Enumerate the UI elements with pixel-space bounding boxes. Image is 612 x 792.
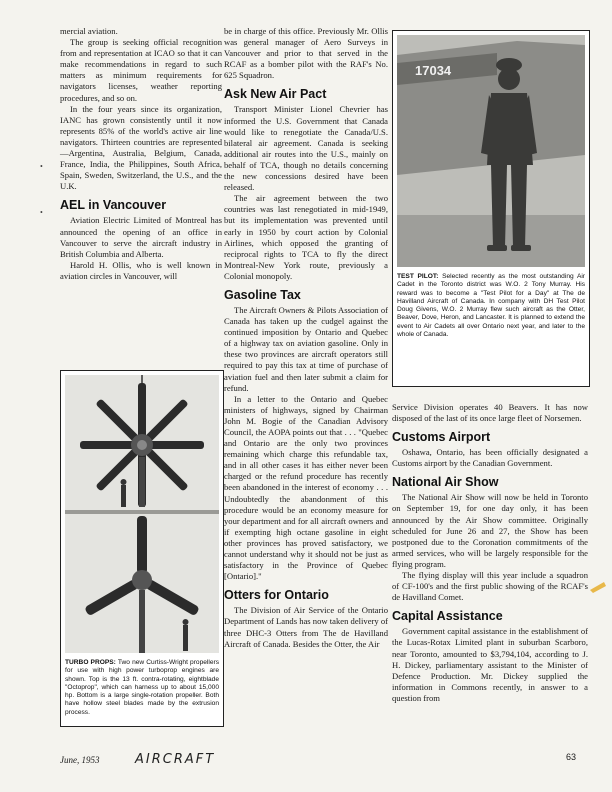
heading-gasoline-tax: Gasoline Tax: [224, 287, 301, 302]
propeller-photo: [65, 375, 219, 653]
aircraft-and-pilot-illustration: [397, 35, 585, 267]
paragraph: Transport Minister Lionel Chevrier has informed the U.S. Government that Canada would like to renegotiate the Canada/U.S. bilateral air agreement. Canada is seeking additional air routes into the U.S., mainly on behalf of TCA, though no details concerning the new concessions desired have been released.: [224, 104, 388, 193]
column-middle: [224, 26, 388, 650]
propeller-illustration: [65, 375, 219, 653]
paragraph: In the four years since its organization, IANC has grown consistently until it now represents 85% of the world's active air line navigators. Thirteen countries are represented—Argentina, Australia, Belgium, Canada, France, India, the Philippines, South Africa, Spain, Sweden, Switzerland, the U.S., and the U.K.: [60, 103, 222, 192]
paragraph: The air agreement between the two countries was last renegotiated in mid-1949, but its implementation was prevented until early in 1950 by court action by Colonial Airlines, which opposed the granting of reciprocal rights to TCA to fly the direct Montreal-New York route, previously a Colonial monopoly.: [224, 193, 388, 281]
heading-customs-airport: Customs Airport: [392, 430, 491, 445]
paragraph: Oshawa, Ontario, has been officially designated a Customs airport by the Canadian Government.: [392, 447, 588, 469]
heading-otters-ontario: Otters for Ontario: [224, 588, 329, 603]
tail-number: 17034: [415, 63, 452, 78]
test-pilot-photo: [397, 35, 585, 267]
paragraph: The Division of Air Service of the Ontario Department of Lands has now taken delivery of three DHC-3 Otters from The de Havilland Aircraft of Canada. Besides the Otter, the Air: [224, 605, 388, 649]
paragraph: mercial aviation.: [60, 26, 118, 36]
paragraph: Harold H. Ollis, who is well known in aviation circles in Vancouver, will: [60, 259, 222, 281]
test-pilot-caption: [397, 273, 585, 339]
column-left: [60, 26, 222, 282]
caption-text: Selected recently as the most outstanding Air Cadet in the Toronto district was W.O. 2 Tony Murray. His reward was to become a "Test Pilot for a Day" at The de Havilland Aircraft of Canada. In company with DH Test Pilot Doug Givens, W.O. 2 Murray flew such aircraft as the Otter, Beaver, Dove, Heron, and Lancaster. It is planned to extend the event to Air Cadets all over Ontario next year, and later to the whole of Canada.: [397, 273, 586, 339]
page-number: 63: [566, 752, 577, 762]
paragraph: Aviation Electric Limited of Montreal has announced the opening of an office in Vancouver to serve the aircraft industry in British Columbia and Alberta.: [60, 215, 222, 259]
paragraph: Service Division operates 40 Beavers. It has now disposed of the last of its once large fleet of Norsemen.: [392, 402, 588, 424]
heading-national-air-show: National Air Show: [392, 475, 499, 490]
margin-mark: •: [40, 162, 43, 171]
margin-mark: •: [40, 208, 43, 217]
caption-lead: TEST PILOT:: [397, 273, 439, 280]
paragraph: be in charge of this office. Previously Mr. Ollis was general manager of Aero Surveys in Vancouver and prior to that served in the RCAF as a bomber pilot with the RAF's No. 625 Squadron.: [224, 26, 388, 81]
caption-lead: TURBO PROPS:: [65, 659, 116, 666]
caption-text: Two new Curtiss-Wright propellers for use with high power turboprop engines are shown. Top is the 13 ft. contra-rotating, eightblade "Octoprop", which can harness up to about 15,000 hp. Bottom is a large single-rotation propeller. Both have hollow steel blades made by the extrusion process.: [65, 659, 220, 716]
propeller-caption: [65, 659, 219, 717]
paragraph: The group is seeking official recognition from and representation at ICAO so that it can make recommendations in regard to such matters as minimum requirements for navigators licenses, weather reporting procedures, and so on.: [60, 37, 222, 103]
paragraph: Government capital assistance in the establishment of the Lucas-Rotax Limited plant in suburban Scarboro, near Toronto, amounted to $3,794,104, according to J. H. Dickey, parliamentary assistant to the Minister of Defence Production. Mr. Dickey supplied the information in Commons recently, in answer to a question from: [392, 626, 588, 703]
heading-air-pact: Ask New Air Pact: [224, 87, 327, 102]
footer-date: June, 1953: [60, 755, 100, 765]
paragraph: In a letter to the Ontario and Quebec ministers of highways, signed by Chairman John M. Bogie of the Canadian Advisory Council, the AOPA points out that . . . "Quebec and Ontario are the only two provinces remaining which charge this refundable tax, and in all other cases it has either never been charged or the refund procedure has recently been abandoned in the interest of economy . . . Undoubtedly the abandonment of this procedure would be an economy measure for your department and for all aircraft owners and if exempting high octane gasoline in eight other provinces has proved satisfactory, we cannot understand why it should not be just as satisfactory in the Province of Quebec [Ontario].": [224, 393, 388, 582]
paragraph: The Aircraft Owners & Pilots Association of Canada has taken up the cudgel against the continued imposition by Ontario and Quebec of a highway tax on aviation gasoline. Only in these two provinces are aircraft operators still required to pay this tax at time of purchase of aviation fuel and then later submit a claim for refund.: [224, 304, 388, 393]
paragraph: The National Air Show will now be held in Toronto on September 19, for one day only, it has been announced by the Air Show committee. Originally scheduled for June 26 and 27, the Show has been postponed due to the Coronation commitments of the armed services, who will be largely responsible for the flying program.: [392, 492, 588, 569]
heading-ael-vancouver: AEL in Vancouver: [60, 198, 167, 213]
propeller-photo-figure: [60, 370, 224, 727]
highlight-arrow-icon: [590, 580, 608, 594]
footer-magazine-title: AIRCRAFT: [135, 752, 216, 767]
column-right: [392, 402, 588, 704]
test-pilot-photo-figure: [392, 30, 590, 387]
paragraph: The flying display will this year include a squadron of CF-100's and the first public showing of the RCAF's de Havilland Comet.: [392, 570, 588, 603]
heading-capital-assistance: Capital Assistance: [392, 609, 503, 624]
